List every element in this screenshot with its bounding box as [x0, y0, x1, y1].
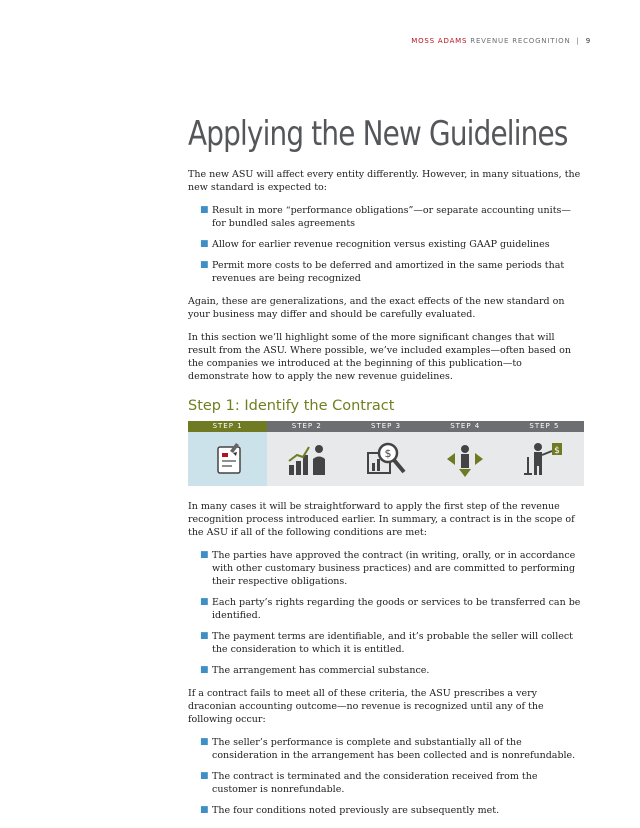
- bullet-icon: ■: [200, 631, 209, 641]
- step-1: [188, 421, 267, 486]
- bullet-icon: ■: [200, 260, 209, 270]
- step-3: [346, 421, 425, 486]
- fail-paragraph: If a contract fails to meet all of these criteria, the ASU prescribes a very draconian accounting outcome—no revenue is recognized until any of the following occur:: [188, 688, 544, 725]
- list-item: ■ The arrangement has commercial substance.: [200, 665, 430, 676]
- list-item: ■ The payment terms are identifiable, and it’s probable the seller will collect the consideration to which it is entitled.: [200, 631, 574, 655]
- steps-banner: [188, 421, 584, 486]
- step-label: STEP 2: [267, 421, 346, 432]
- list-item: ■ Each party’s rights regarding the goods or services to be transferred can be identified.: [200, 597, 581, 621]
- bullet-icon: ■: [200, 239, 209, 249]
- page-number: 9: [585, 37, 591, 45]
- conditions-list: [188, 549, 583, 677]
- running-header: [411, 37, 591, 45]
- list-item: ■ Allow for earlier revenue recognition versus existing GAAP guidelines: [200, 239, 550, 250]
- bullet-icon: ■: [200, 665, 209, 675]
- step-label: STEP 4: [426, 421, 505, 432]
- step-4: [426, 421, 505, 486]
- header-separator: |: [576, 37, 580, 45]
- list-item: ■ The contract is terminated and the consideration received from the customer is nonrefundable.: [200, 771, 538, 795]
- svg-text:$: $: [554, 446, 561, 456]
- expected-effects-list: [188, 204, 583, 285]
- svg-text:$: $: [384, 447, 392, 460]
- bullet-icon: ■: [200, 205, 209, 215]
- section-paragraph: In this section we’ll highlight some of the more significant changes that will result from the ASU. Where possible, we’ve included examples—often based on the companies we introduced at the beginning of this publication—to demonstrate how to apply the new revenue guidelines.: [188, 332, 572, 382]
- step-label: STEP 3: [346, 421, 425, 432]
- list-item: ■ The four conditions noted previously are subsequently met.: [200, 805, 500, 816]
- list-item: ■ The parties have approved the contract (in writing, orally, or in accordance with other customary business practices) and are committed to performing their respective obligations.: [200, 550, 576, 587]
- generalizations-paragraph: Again, these are generalizations, and the exact effects of the new standard on your business may differ and should be carefully evaluated.: [188, 296, 565, 320]
- bullet-icon: ■: [200, 597, 209, 607]
- main-content: [188, 112, 583, 827]
- list-item: ■ The seller’s performance is complete and substantially all of the consideration in the arrangement has been collected and is nonrefundable.: [200, 737, 576, 761]
- page-title: Applying the New Guidelines: [188, 114, 568, 154]
- step-label: STEP 5: [505, 421, 584, 432]
- magnifier-price-icon: [364, 439, 408, 479]
- brand-name: MOSS ADAMS: [411, 37, 468, 45]
- list-item: ■ Result in more “performance obligations”—or separate accounting units—for bundled sales agreements: [200, 205, 571, 229]
- presenter-dollar-icon: [522, 439, 566, 479]
- step-label: STEP 1: [188, 421, 267, 432]
- outcomes-list: [188, 736, 583, 817]
- step1-paragraph: In many cases it will be straightforward to apply the first step of the revenue recognition process introduced earlier. In summary, a contract is in the scope of the ASU if all of the following conditions are met:: [188, 501, 575, 538]
- list-item: ■ Permit more costs to be deferred and amortized in the same periods that revenues are being recognized: [200, 260, 565, 284]
- step-heading: Step 1: Identify the Contract: [188, 398, 395, 414]
- bullet-icon: ■: [200, 737, 209, 747]
- step-2: [267, 421, 346, 486]
- bullet-icon: ■: [200, 805, 209, 815]
- bullet-icon: ■: [200, 771, 209, 781]
- header-title: REVENUE RECOGNITION: [470, 37, 571, 45]
- contract-signing-icon: [206, 439, 250, 479]
- intro-paragraph: The new ASU will affect every entity differently. However, in many situations, the new standard is expected to:: [188, 169, 581, 193]
- chart-person-icon: [285, 439, 329, 479]
- step-5: [505, 421, 584, 486]
- allocation-arrows-icon: [443, 439, 487, 479]
- bullet-icon: ■: [200, 550, 209, 560]
